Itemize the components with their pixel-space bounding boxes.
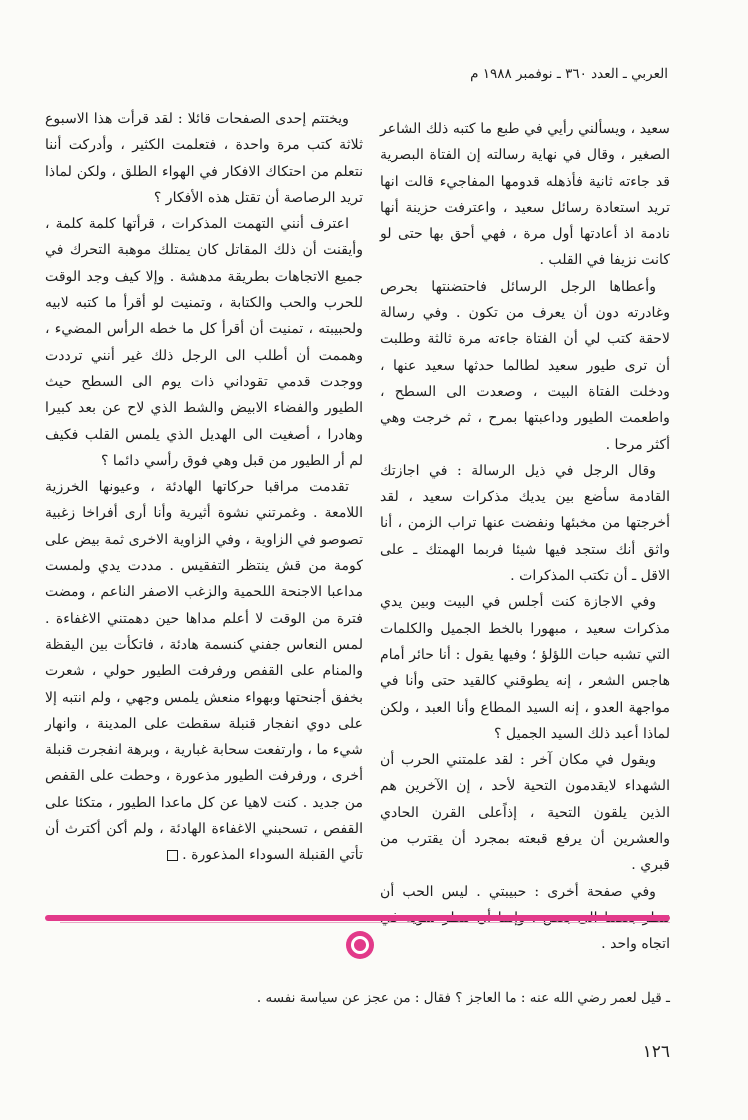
paragraph: ويختتم إحدى الصفحات قائلا : لقد قرأت هذا الاسبوع ثلاثة كتب مرة واحدة ، فتعلمت الكثير ، وأدركت أننا نتعلم من احتكاك الافكار في الهواء الطلق ، ولكن لماذا تريد الرصاصة أن تقتل هذه الأفكار ؟ (45, 111, 363, 206)
footnote: ـ قيل لعمر رضي الله عنه : ما العاجز ؟ فقال : من عجز عن سياسة نفسه . (256, 990, 670, 1006)
square-end-mark-icon (167, 850, 178, 861)
left-column (45, 106, 363, 869)
paragraph: وأعطاها الرجل الرسائل فاحتضنتها بحرص وغادرته دون أن يعرف من تكون . وفي رسالة لاحقة كتب لي أن الفتاة جاءته مرة ثالثة وطلبت أن ترى طيور سعيد لطالما حدثها سعيد عنها ، ودخلت الفتاة البيت ، وصعدت الى السطح ، واطعمت الطيور وداعبتها بمرح ، ثم خرجت وهي أكثر مرحا . (380, 278, 670, 453)
paragraph: اعترف أنني التهمت المذكرات ، قرأتها كلمة كلمة ، وأيقنت أن ذلك المقاتل كان يمتلك موهبة التحرك في جميع الاتجاهات بطريقة مدهشة . وإلا كيف وجد الوقت للحرب والحب والكتابة ، وتمنيت لو أقرأ ما كتبه لابيه ولحبيبته ، تمنيت أن أقرأ كل ما خطه الرأس المضيء ، وهممت أن أطلب الى الرجل ذلك غير أنني ترددت ووجدت قدمي تقوداني ذات يوم الى السطح حيث الطيور والفضاء الابيض والشط الذي لاح عن بعد كبيرا وهادرا ، أصغيت الى الهديل الذي يلمس القلب فكيف لم أر الطيور من قبل وهي فوق رأسي دائما ؟ (45, 216, 363, 469)
decorative-divider-thin (60, 922, 670, 923)
running-header: العربي ـ العدد ٣٦٠ ـ نوفمبر ١٩٨٨ م (470, 66, 668, 82)
paragraph: وفي صفحة أخرى : حبيبتي . ليس الحب أن اتجاه واحد . (380, 883, 670, 953)
paragraph: وقال الرجل في ذيل الرسالة : في اجازتك القادمة سأضع بين يديك مذكرات سعيد ، لقد أخرجتها من مخبئها ونفضت عنها تراب الزمن ، أنا واثق أنك ستجد فيها شيئا فربما الهمتك ـ على الاقل ـ أن تكتب المذكرات . (380, 462, 670, 585)
magazine-emblem-icon (346, 931, 374, 959)
paragraph: وفي الاجازة كنت أجلس في البيت وبين يدي مذكرات سعيد ، مبهورا بالخط الجميل والكلمات التي تشبه حبات اللؤلؤ ؛ وفيها يقول : أنا حائر أمام هاجس الشعر ، إنه يطوقني كالقيد حتى وأنا في مواجهة العدو ، إنه السيد المطاع وأنا العبد ، ولكن لماذا أعبد ذلك السيد الجميل ؟ (380, 594, 670, 742)
last-paragraph (45, 474, 363, 868)
right-column (380, 116, 670, 958)
page-number: ١٢٦ (642, 1042, 670, 1062)
decorative-divider (45, 915, 670, 921)
paragraph: سعيد ، ويسألني رأيي في طبع ما كتبه ذلك الشاعر الصغير ، وقال في نهاية رسالته إن الفتاة البصرية قد جاءته ثانية فأذهله قدومها المفاجيء قالت انها تريد استعادة رسائل سعيد ، واعترفت حزينة أنها نادمة اذ أعادتها أول مرة ، فهي أحق بها حتى لو كانت نزيفا في القلب . (380, 121, 670, 269)
paragraph-text: تقدمت مراقبا حركاتها الهادئة ، وعيونها الخرزية اللامعة . وغمرتني نشوة أثيرية وأنا أرى أفراخا زغبية تصوصو في الزاوية ، وفي الزاوية الاخرى ثمة بيض على كومة من قش ينتظر التفقيس . مددت يدي ولمست مداعبا الاجنحة اللحمية والزغب الاصفر الناعم ، ومضت فترة من الوقت لا أعلم مداها حين دهمتني الاغفاءة . لمس النعاس جفني كنسمة هادئة ، فاتكأت بين اليقظة والمنام على القفص ورفرفت الطيور حولي ، شعرت بخفق أجنحتها وبهواء منعش يلمس وجهي ، ولم انتبه إلا على دوي انفجار قنبلة سقطت على المدينة ، وانهار شيء ما ، وارتفعت سحابة غبارية ، وبرهة انفجرت قنبلة أخرى ، ورفرفت الطيور مذعورة ، وحطت على القفص من جديد . كنت لاهيا عن كل ماعدا الطيور ، متكئا على القفص ، تسحبني الاغفاءة الهادئة ، ولم أكن أكترث أن تأتي القنبلة السوداء المذعورة . (45, 479, 363, 864)
paragraph: ويقول في مكان آخر : لقد علمتني الحرب أن الشهداء لايقدمون التحية لأحد ، إن الآخرين هم الذين يلقون التحية ، إذاًعلى القرن الحادي والعشرين أن يرفع قبعته بمجرد أن يقترب من قبري . (380, 752, 670, 874)
